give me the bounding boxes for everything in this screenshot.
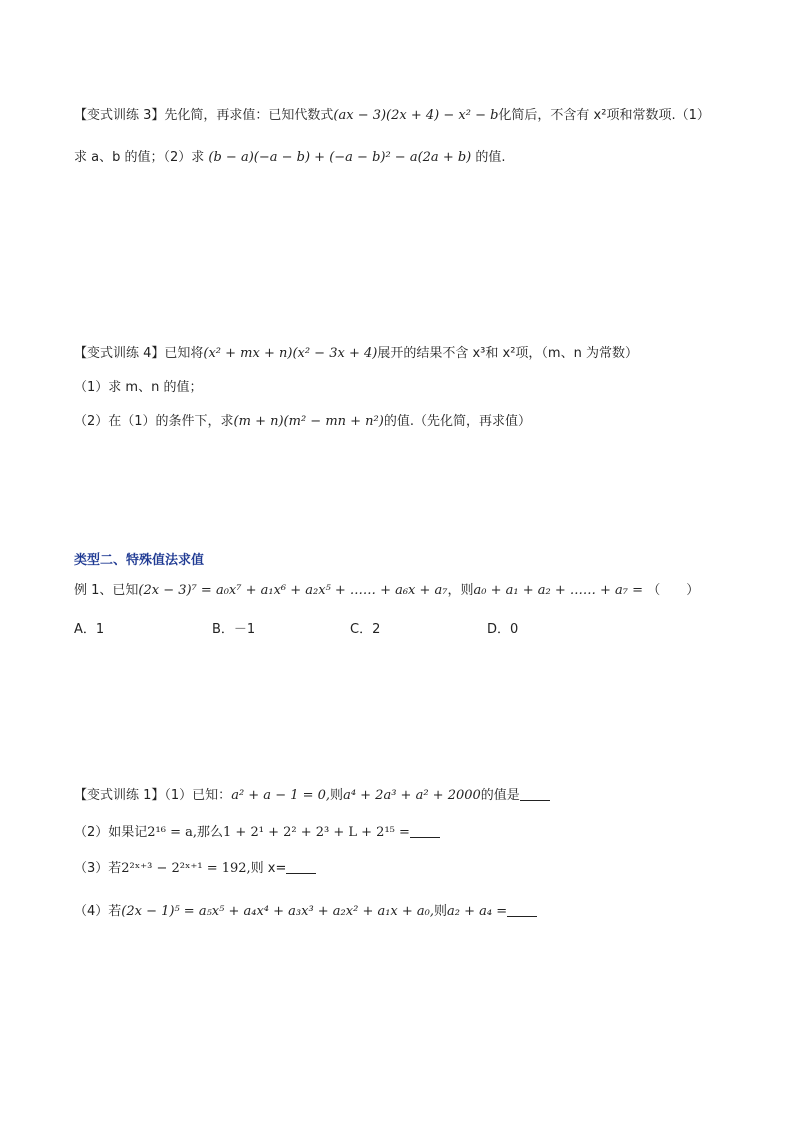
ex1-expr2: a₀ + a₁ + a₂ + …… + a₇ = [473,583,644,598]
v1-p3-suffix: 则 x= [250,861,287,876]
v1-p3-expr: 2²ˣ⁺³ − 2²ˣ⁺¹ = 192, [121,861,251,876]
v1-p2-mid: 那么 [197,825,224,840]
v1-p3 [74,859,316,879]
v1-p4-prefix: （4）若 [74,904,122,919]
v3-line1-suffix: 化简后，不含有 x²项和常数项.（1） [498,108,710,123]
v1-p4 [74,902,537,922]
ex1-expr: (2x − 3)⁷ = a₀x⁷ + a₁x⁶ + a₂x⁵ + …… + a₆x + a₇ [138,583,448,598]
v1-p1-prefix: 【变式训练 1】（1）已知： [74,788,232,803]
v3-expr2: (b − a)(−a − b) + (−a − b)² − a(2a + b) [208,150,472,165]
v1-p2-prefix: （2）如果记 [74,825,148,840]
ex1-mid: ，则 [447,583,474,598]
type2-example1 [74,581,699,601]
v3-line2 [74,148,506,168]
v4-q2 [74,412,531,432]
v4-q1: （1）求 m、n 的值； [74,380,203,395]
v1-p1 [74,786,550,806]
v4-line1-prefix: 【变式训练 4】已知将 [74,346,204,361]
option-b: B．－1 [212,622,256,637]
v3-line1 [74,106,710,126]
answer-blank-3[interactable] [286,859,316,874]
v1-p1-expr: a² + a − 1 = 0, [231,788,331,803]
v1-p4-expr: (2x − 1)⁵ = a₅x⁵ + a₄x⁴ + a₃x³ + a₂x² + a₁x + a₀, [121,904,435,919]
type2-heading: 类型二、特殊值法求值 [74,553,205,568]
v4-q2-suffix: 的值.（先化简，再求值） [383,414,531,429]
v1-p3-prefix: （3）若 [74,861,122,876]
v3-line2-suffix: 的值. [475,150,506,165]
option-d: D．0 [487,622,519,637]
v1-p2 [74,823,440,843]
answer-blank-1[interactable] [520,786,550,801]
ex1-prefix: 例 1、已知 [74,583,139,598]
v3-line2-prefix: 求 a、b 的值；（2）求 [74,150,205,165]
v1-p4-mid: 则 [434,904,448,919]
v1-p1-mid: 则 [330,788,344,803]
v4-q2-prefix: （2）在（1）的条件下，求 [74,414,234,429]
v3-line1-prefix: 【变式训练 3】先化简，再求值：已知代数式 [74,108,334,123]
v1-p2-expr2: 1 + 2¹ + 2² + 2³ + L + 2¹⁵ = [223,825,410,840]
v3-expr1: (ax − 3)(2x + 4) − x² − b [333,108,499,123]
option-a: A．1 [74,622,105,637]
answer-blank-2[interactable] [410,823,440,838]
v4-expr1: (x² + mx + n)(x² − 3x + 4) [203,346,378,361]
ex1-suffix: （ ） [647,583,700,598]
v4-expr2: (m + n)(m² − mn + n²) [233,414,384,429]
v1-p4-expr2: a₂ + a₄ = [447,904,508,919]
v4-line1-suffix: 展开的结果不含 x³和 x²项，（m、n 为常数） [377,346,638,361]
v4-line1 [74,344,638,364]
option-c: C．2 [350,622,381,637]
v1-p2-expr: 2¹⁶ = a, [147,825,198,840]
v1-p1-suffix: 的值是 [480,788,520,803]
v1-p1-expr2: a⁴ + 2a³ + a² + 2000 [343,788,481,803]
answer-blank-4[interactable] [507,902,537,917]
